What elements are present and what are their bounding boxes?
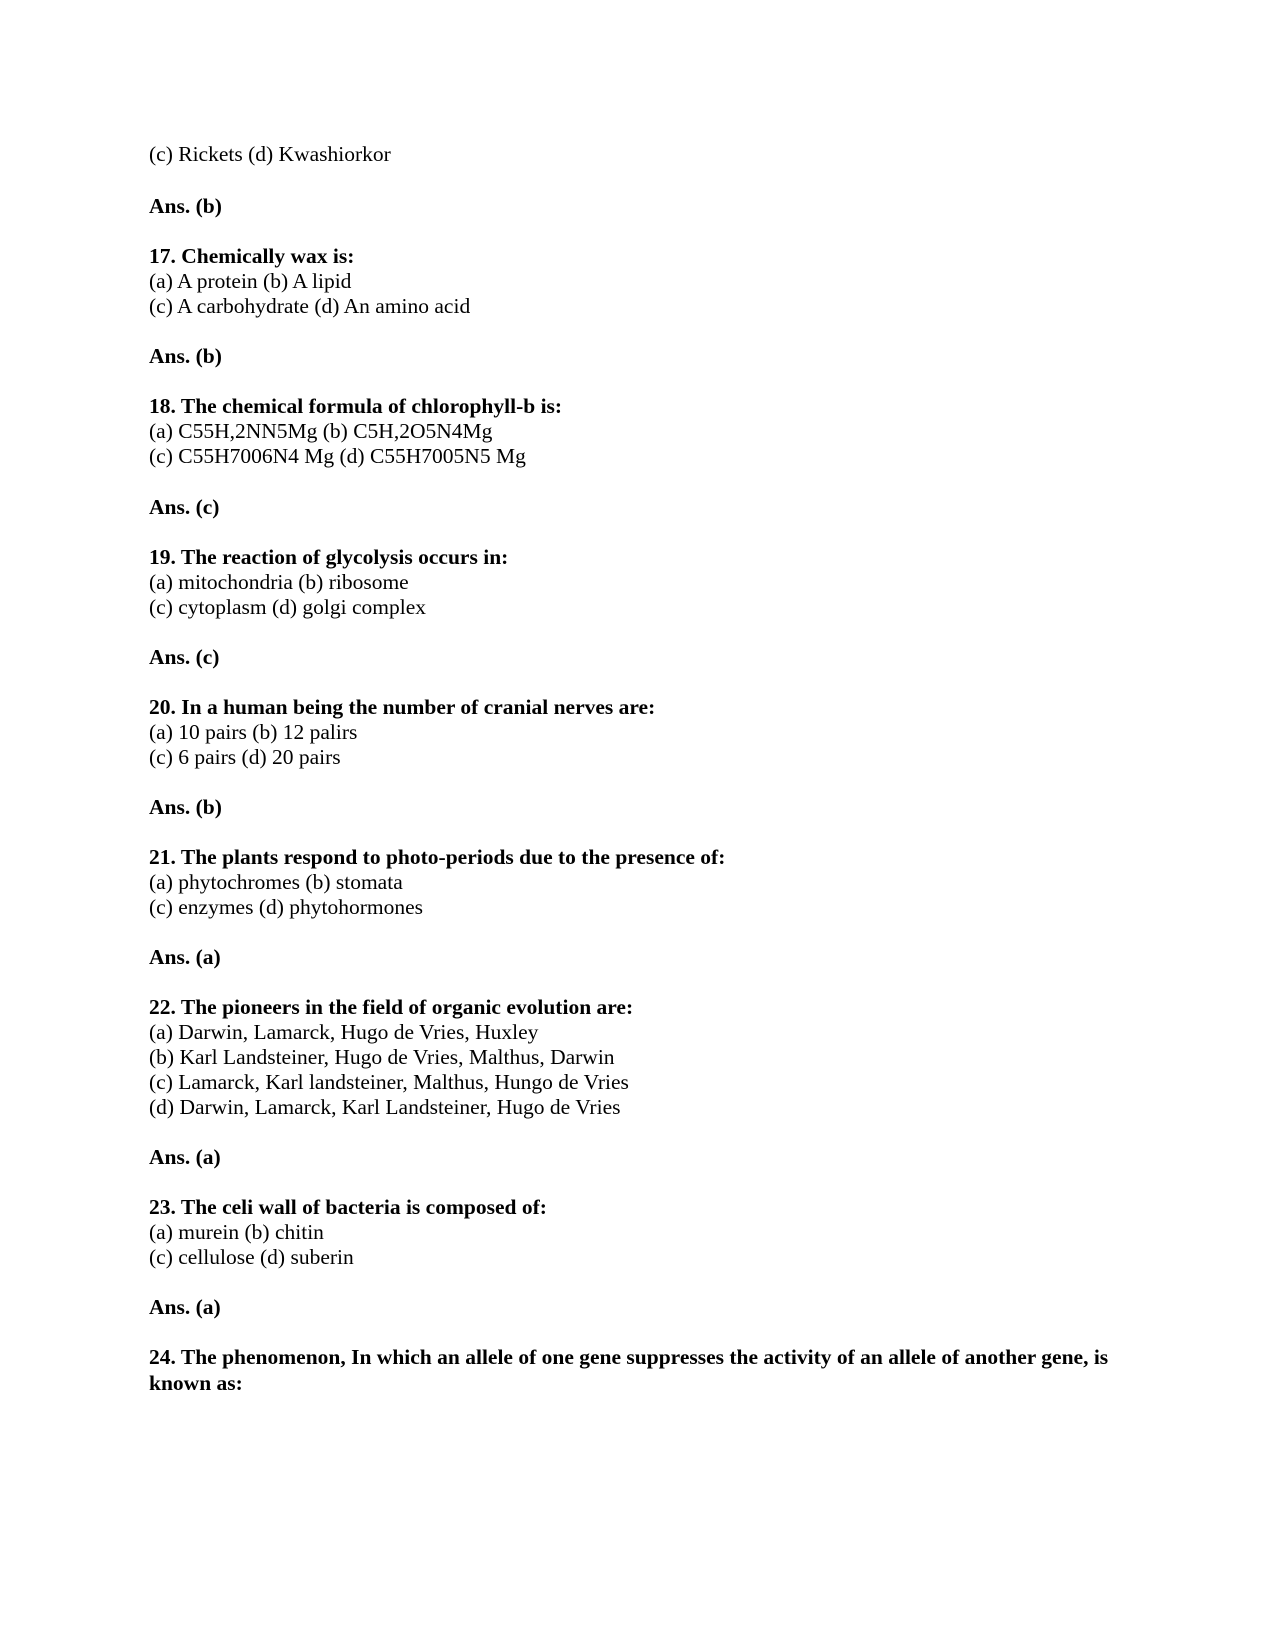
option-line: (c) cellulose (d) suberin [149, 1245, 354, 1269]
answer-line: Ans. (b) [149, 795, 222, 819]
option-line: (a) phytochromes (b) stomata [149, 870, 403, 894]
option-line: (c) 6 pairs (d) 20 pairs [149, 745, 341, 769]
option-line: (c) Lamarck, Karl landsteiner, Malthus, Hungo de Vries [149, 1070, 629, 1094]
answer-line: Ans. (b) [149, 344, 222, 368]
option-line: (b) Karl Landsteiner, Hugo de Vries, Malthus, Darwin [149, 1045, 615, 1069]
option-line: (d) Darwin, Lamarck, Karl Landsteiner, Hugo de Vries [149, 1095, 621, 1119]
question-20: 20. In a human being the number of cranial nerves are: [149, 695, 656, 719]
option-line: (a) Darwin, Lamarck, Hugo de Vries, Huxley [149, 1020, 539, 1044]
option-line: (a) C55H,2NN5Mg (b) C5H,2O5N4Mg [149, 419, 493, 443]
option-line: (a) mitochondria (b) ribosome [149, 570, 409, 594]
answer-line: Ans. (a) [149, 1295, 221, 1319]
answer-line: Ans. (a) [149, 1145, 221, 1169]
question-21: 21. The plants respond to photo-periods due to the presence of: [149, 845, 726, 869]
question-23: 23. The celi wall of bacteria is composed of: [149, 1195, 547, 1219]
answer-line: Ans. (c) [149, 495, 220, 519]
answer-line: Ans. (b) [149, 194, 222, 218]
question-17: 17. Chemically wax is: [149, 244, 355, 268]
question-19: 19. The reaction of glycolysis occurs in: [149, 545, 509, 569]
question-18: 18. The chemical formula of chlorophyll-b is: [149, 394, 563, 418]
question-24: 24. The phenomenon, In which an allele of one gene suppresses the activity of an allele of another gene, is known as: [149, 1345, 1109, 1395]
answer-line: Ans. (c) [149, 645, 220, 669]
option-line: (c) Rickets (d) Kwashiorkor [149, 142, 391, 166]
option-line: (c) enzymes (d) phytohormones [149, 895, 424, 919]
option-line: (c) C55H7006N4 Mg (d) C55H7005N5 Mg [149, 444, 526, 468]
answer-line: Ans. (a) [149, 945, 221, 969]
option-line: (a) 10 pairs (b) 12 palirs [149, 720, 358, 744]
question-22: 22. The pioneers in the field of organic evolution are: [149, 995, 634, 1019]
option-line: (c) A carbohydrate (d) An amino acid [149, 294, 471, 318]
option-line: (a) A protein (b) A lipid [149, 269, 352, 293]
option-line: (a) murein (b) chitin [149, 1220, 324, 1244]
option-line: (c) cytoplasm (d) golgi complex [149, 595, 427, 619]
